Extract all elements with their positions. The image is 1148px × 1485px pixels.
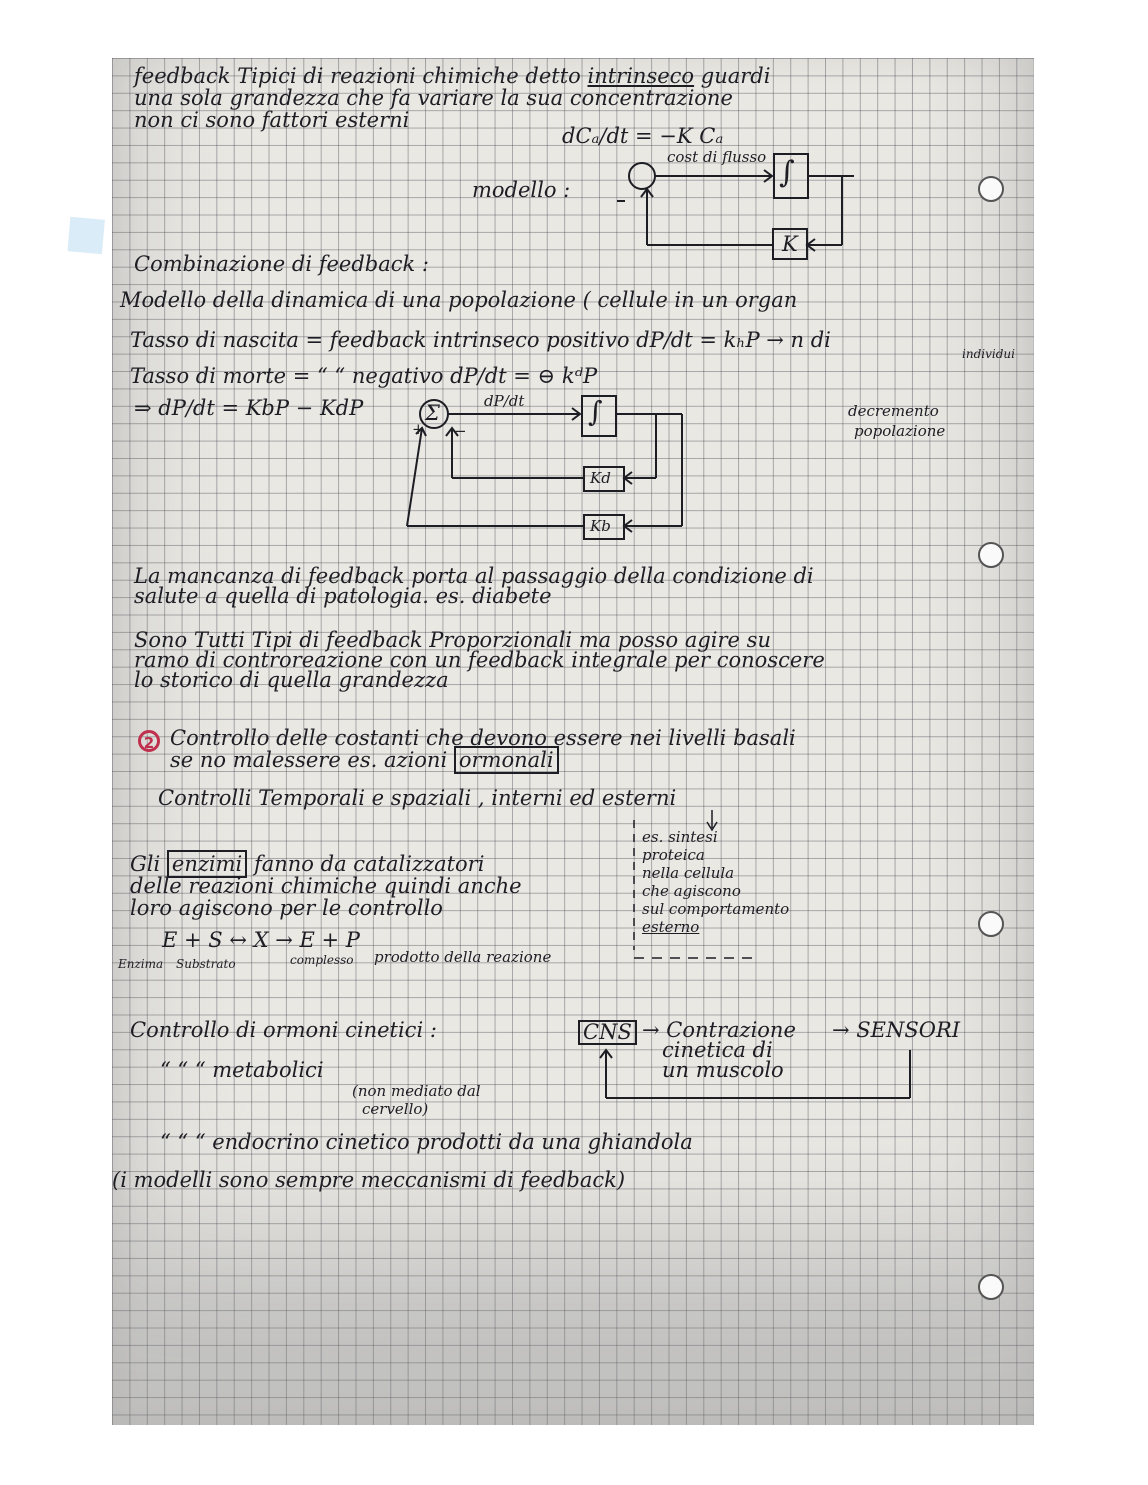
note-birth-rate-detail: individui: [962, 347, 1015, 361]
sum-sigma-symbol: Σ: [425, 401, 440, 425]
note-hormones-kinetic: Controllo di ormoni cinetici :: [130, 1018, 437, 1042]
cns-box: CNS: [578, 1020, 637, 1045]
note-contraction-2: cinetica di: [662, 1038, 773, 1062]
note-section2-line-3: Controlli Temporali e spaziali , interni ed esterni: [158, 786, 677, 810]
note-sensors: → SENSORI: [832, 1018, 961, 1042]
note-contraction-1: → Contrazione: [642, 1018, 796, 1042]
note-hormones-endocrine: “ “ “ endocrino cinetico prodotti da una ghiandola: [160, 1130, 693, 1154]
equation-concentration: dCₐ/dt = −K Cₐ: [562, 124, 724, 148]
note-line-3: non ci sono fattori esterni: [134, 108, 410, 132]
side-note-5: sul comportamento: [642, 900, 790, 918]
side-note-1: es. sintesi: [642, 828, 718, 846]
equation-population: ⇒ dP/dt = KbP − KdP: [134, 396, 364, 420]
plus-sign: +: [412, 420, 425, 438]
note-section2-line-2: se no malessere es. azioni ormonali: [170, 750, 559, 771]
note-proportional-3: lo storico di quella grandezza: [134, 668, 449, 692]
note-enzymes-3: loro agiscono per le controllo: [130, 896, 443, 920]
label-substrate: Substrato: [176, 957, 236, 971]
side-note-3: nella cellula: [642, 864, 735, 882]
watermark-logo: ◆: [40, 187, 126, 277]
note-contraction-3: un muscolo: [662, 1058, 784, 1082]
equation-note: cost di flusso: [667, 148, 767, 166]
notebook-page: [40, 58, 1034, 1425]
cns-loop-diagram: [112, 58, 1034, 1425]
equation-enzyme-reaction: E + S ↔ X → E + P: [162, 928, 360, 952]
note-metabolic-2: (non mediato dal: [352, 1082, 481, 1100]
side-note-6: esterno: [642, 918, 700, 936]
integrator-symbol: ∫: [779, 155, 795, 190]
side-note-4: che agiscono: [642, 882, 741, 900]
side-note-2: proteica: [642, 846, 705, 864]
gain-k-label: K: [782, 232, 798, 256]
label-product: prodotto della reazione: [374, 948, 552, 966]
note-enzymes-2: delle reazioni chimiche quindi anche: [130, 874, 522, 898]
note-hormones-metabolic: “ “ “ metabolici: [160, 1058, 324, 1082]
label-complex: complesso: [290, 953, 354, 967]
note-line-2: una sola grandezza che fa variare la sua concentrazione: [134, 86, 733, 110]
model-label: modello :: [472, 178, 571, 202]
section-number-badge: 2: [138, 730, 160, 752]
gain-kd-label: Kd: [590, 469, 611, 487]
gain-kb-label: Kb: [590, 517, 611, 535]
note-models-feedback: (i modelli sono sempre meccanismi di feedback): [112, 1168, 626, 1192]
heading-population-model: Modello della dinamica di una popolazione ( cellule in un organ: [120, 288, 798, 312]
note-proportional-1: Sono Tutti Tipi di feedback Proporzionali ma posso agire su: [134, 628, 771, 652]
minus-sign: −: [454, 422, 467, 440]
note-enzymes-1: Gli enzimi fanno da catalizzatori: [130, 852, 485, 876]
note-decrement-population: popolazione: [854, 422, 946, 440]
label-enzyme: Enzima: [118, 957, 164, 971]
heading-combinazione: Combinazione di feedback :: [134, 252, 429, 276]
note-section2-line-1: Controllo delle costanti che devono essere nei livelli basali: [170, 726, 796, 750]
note-death-rate: Tasso di morte = “ “ negativo dP/dt = ⊖ kᵈP: [130, 364, 598, 388]
note-feedback-absence-1: La mancanza di feedback porta al passaggio della condizione di: [134, 564, 814, 588]
integrator-symbol-2: ∫: [588, 395, 603, 428]
note-proportional-2: ramo di controreazione con un feedback integrale per conoscere: [134, 648, 825, 672]
note-line-1: feedback Tipici di reazioni chimiche detto intrinseco guardi: [134, 64, 771, 88]
note-birth-rate: Tasso di nascita = feedback intrinseco positivo dP/dt = kₕP → n di: [130, 328, 831, 352]
note-metabolic-3: cervello): [362, 1100, 429, 1118]
dpdt-label: dP/dt: [484, 392, 525, 410]
note-feedback-absence-2: salute a quella di patologia. es. diabete: [134, 584, 552, 608]
note-decrement: decremento: [848, 402, 939, 420]
